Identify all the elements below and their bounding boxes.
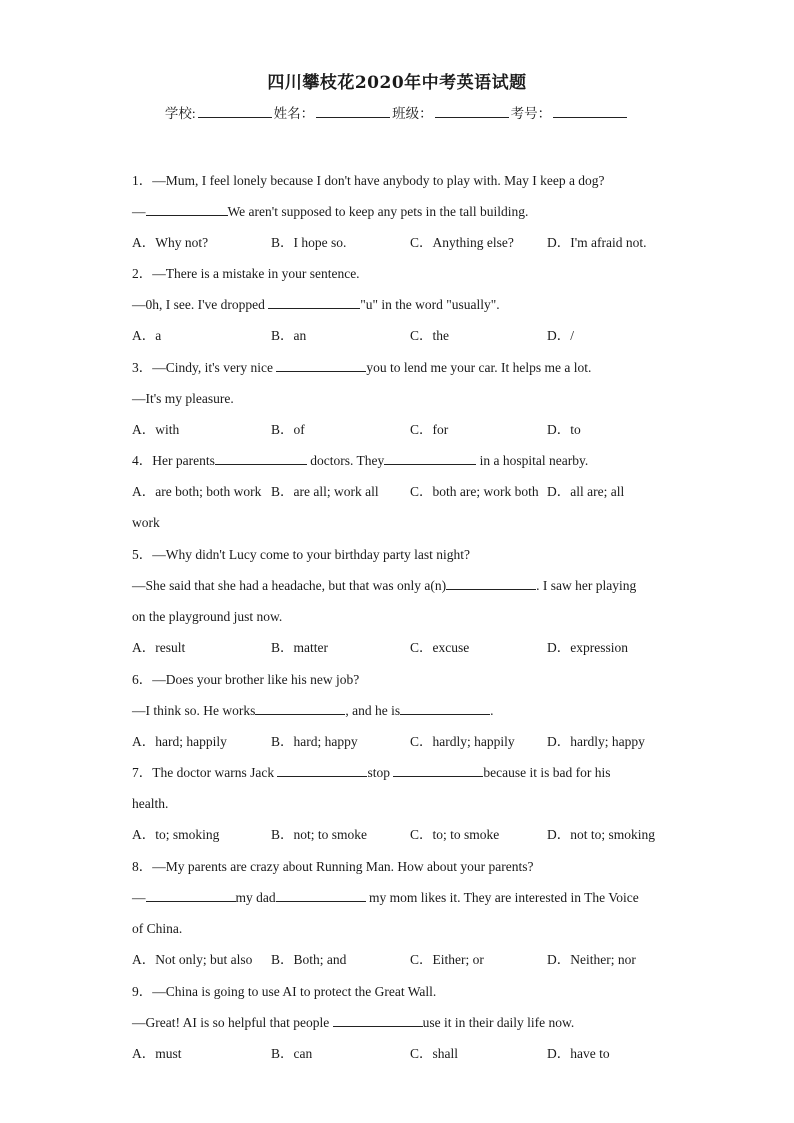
question-2-stem: 2．—There is a mistake in your sentence. [132, 266, 360, 281]
option-b[interactable]: B．of [271, 422, 305, 437]
response-text: —0h, I see. I've dropped [132, 297, 269, 312]
question-6 [132, 664, 662, 757]
stem-text: 7．The doctor warns Jack [132, 765, 278, 780]
class-blank[interactable] [435, 105, 509, 118]
question-5-response-cont: on the playground just now. [132, 609, 283, 624]
option-a[interactable]: A．with [132, 422, 180, 437]
option-d[interactable]: D．hardly; happy [547, 734, 645, 749]
exam-no-label: 考号： [510, 106, 552, 121]
option-a[interactable]: A．must [132, 1046, 182, 1061]
option-d-wrap: work [132, 515, 160, 530]
question-6-response [132, 695, 662, 726]
dash: — [132, 204, 146, 219]
question-9-stem: 9．—China is going to use AI to protect the Great Wall. [132, 984, 437, 999]
answer-blank[interactable] [393, 763, 483, 777]
option-d[interactable]: D．have to [547, 1046, 610, 1061]
answer-blank[interactable] [146, 202, 228, 216]
question-5 [132, 539, 662, 663]
option-b[interactable]: B．not; to smoke [271, 827, 368, 842]
option-a[interactable]: A．hard; happily [132, 734, 227, 749]
option-a[interactable]: A．Why not? [132, 235, 209, 250]
question-6-stem: 6．—Does your brother like his new job? [132, 672, 360, 687]
answer-blank[interactable] [146, 888, 236, 902]
answer-blank[interactable] [400, 701, 490, 715]
stem-text: doctors. They [306, 453, 385, 468]
class-label: 班级： [392, 106, 433, 121]
options [132, 632, 662, 663]
option-a[interactable]: A．Not only; but also [132, 952, 253, 967]
answer-blank[interactable] [333, 1013, 423, 1027]
options [132, 320, 662, 351]
option-c[interactable]: C．both are; work both [410, 484, 539, 499]
question-1-stem: 1．—Mum, I feel lonely because I don't have anybody to play with. May I keep a dog? [132, 173, 605, 188]
school-blank[interactable] [198, 105, 272, 118]
option-b[interactable]: B．hard; happy [271, 734, 358, 749]
answer-blank[interactable] [276, 888, 366, 902]
question-7 [132, 757, 662, 850]
response-text: . [490, 703, 494, 718]
option-d[interactable]: D．Neither; nor [547, 952, 636, 967]
question-8-stem: 8．—My parents are crazy about Running Man. How about your parents? [132, 859, 534, 874]
option-b[interactable]: B．I hope so. [271, 235, 347, 250]
options [132, 476, 662, 507]
response-text: use it in their daily life now. [422, 1015, 575, 1030]
response-text: . I saw her playing [536, 578, 637, 593]
answer-blank[interactable] [268, 295, 360, 309]
option-d[interactable]: D．not to; smoking [547, 827, 656, 842]
school-label: 学校: [164, 106, 196, 121]
option-d[interactable]: D．to [547, 422, 581, 437]
option-c[interactable]: C．shall [410, 1046, 459, 1061]
question-9 [132, 976, 662, 1069]
option-c[interactable]: C．to; to smoke [410, 827, 500, 842]
question-8-response [132, 882, 662, 913]
name-blank[interactable] [316, 105, 390, 118]
options [132, 1038, 662, 1069]
page-title: 四川攀枝花2020年中考英语试题 [267, 73, 527, 93]
question-4 [132, 445, 662, 538]
options [132, 944, 662, 975]
option-c[interactable]: C．hardly; happily [410, 734, 515, 749]
response-text: —Great! AI is so helpful that people [132, 1015, 333, 1030]
answer-blank[interactable] [276, 358, 366, 372]
option-d[interactable]: D．expression [547, 640, 628, 655]
question-1-response [132, 196, 662, 227]
answer-blank[interactable] [255, 701, 345, 715]
student-info-line [0, 102, 794, 122]
option-c[interactable]: C．Anything else? [410, 235, 514, 250]
option-a[interactable]: A．are both; both work [132, 484, 262, 499]
options [132, 726, 662, 757]
stem-text: 4．Her parents [132, 453, 215, 468]
response-text: We aren't supposed to keep any pets in the tall building. [227, 204, 529, 219]
option-a[interactable]: A．result [132, 640, 186, 655]
question-2 [132, 258, 662, 351]
answer-blank[interactable] [384, 451, 476, 465]
option-a[interactable]: A．to; smoking [132, 827, 220, 842]
name-label: 姓名： [273, 106, 315, 121]
response-text: "u" in the word "usually". [360, 297, 500, 312]
question-3 [132, 352, 662, 445]
question-4-stem [132, 445, 662, 476]
option-c[interactable]: C．the [410, 328, 449, 343]
question-5-response [132, 570, 662, 601]
question-3-stem [132, 352, 662, 383]
exam-no-blank[interactable] [553, 105, 627, 118]
response-text: —She said that she had a headache, but that was only a(n) [132, 578, 447, 593]
option-c[interactable]: C．for [410, 422, 449, 437]
option-c[interactable]: C．Either; or [410, 952, 484, 967]
option-b[interactable]: B．an [271, 328, 307, 343]
option-b[interactable]: B．Both; and [271, 952, 347, 967]
option-b[interactable]: B．matter [271, 640, 328, 655]
question-8-response-cont: of China. [132, 921, 183, 936]
options [132, 227, 662, 258]
dash: — [132, 890, 146, 905]
stem-text: stop [367, 765, 394, 780]
answer-blank[interactable] [277, 763, 367, 777]
answer-blank[interactable] [215, 451, 307, 465]
question-7-stem-cont: health. [132, 796, 169, 811]
option-c[interactable]: C．excuse [410, 640, 470, 655]
option-d[interactable]: D．I'm afraid not. [547, 235, 647, 250]
option-a[interactable]: A．a [132, 328, 162, 343]
question-8 [132, 851, 662, 975]
stem-text: you to lend me your car. It helps me a lot. [366, 360, 592, 375]
response-text: , and he is [345, 703, 401, 718]
option-d[interactable]: D．/ [547, 328, 574, 343]
question-5-stem: 5．—Why didn't Lucy come to your birthday party last night? [132, 547, 470, 562]
question-1 [132, 165, 662, 258]
stem-text: in a hospital nearby. [476, 453, 589, 468]
options [132, 414, 662, 445]
question-3-response: —It's my pleasure. [132, 391, 234, 406]
question-2-response [132, 289, 662, 320]
stem-text: 3．—Cindy, it's very nice [132, 360, 277, 375]
response-text: my mom likes it. They are interested in The Voice [365, 890, 639, 905]
question-7-stem [132, 757, 662, 788]
response-text: my dad [235, 890, 276, 905]
option-b[interactable]: B．are all; work all [271, 484, 379, 499]
option-d[interactable]: D．all are; all [547, 484, 625, 499]
option-b[interactable]: B．can [271, 1046, 313, 1061]
question-9-response [132, 1007, 662, 1038]
answer-blank[interactable] [446, 576, 536, 590]
stem-text: because it is bad for his [483, 765, 611, 780]
response-text: —I think so. He works [132, 703, 256, 718]
options [132, 819, 662, 850]
